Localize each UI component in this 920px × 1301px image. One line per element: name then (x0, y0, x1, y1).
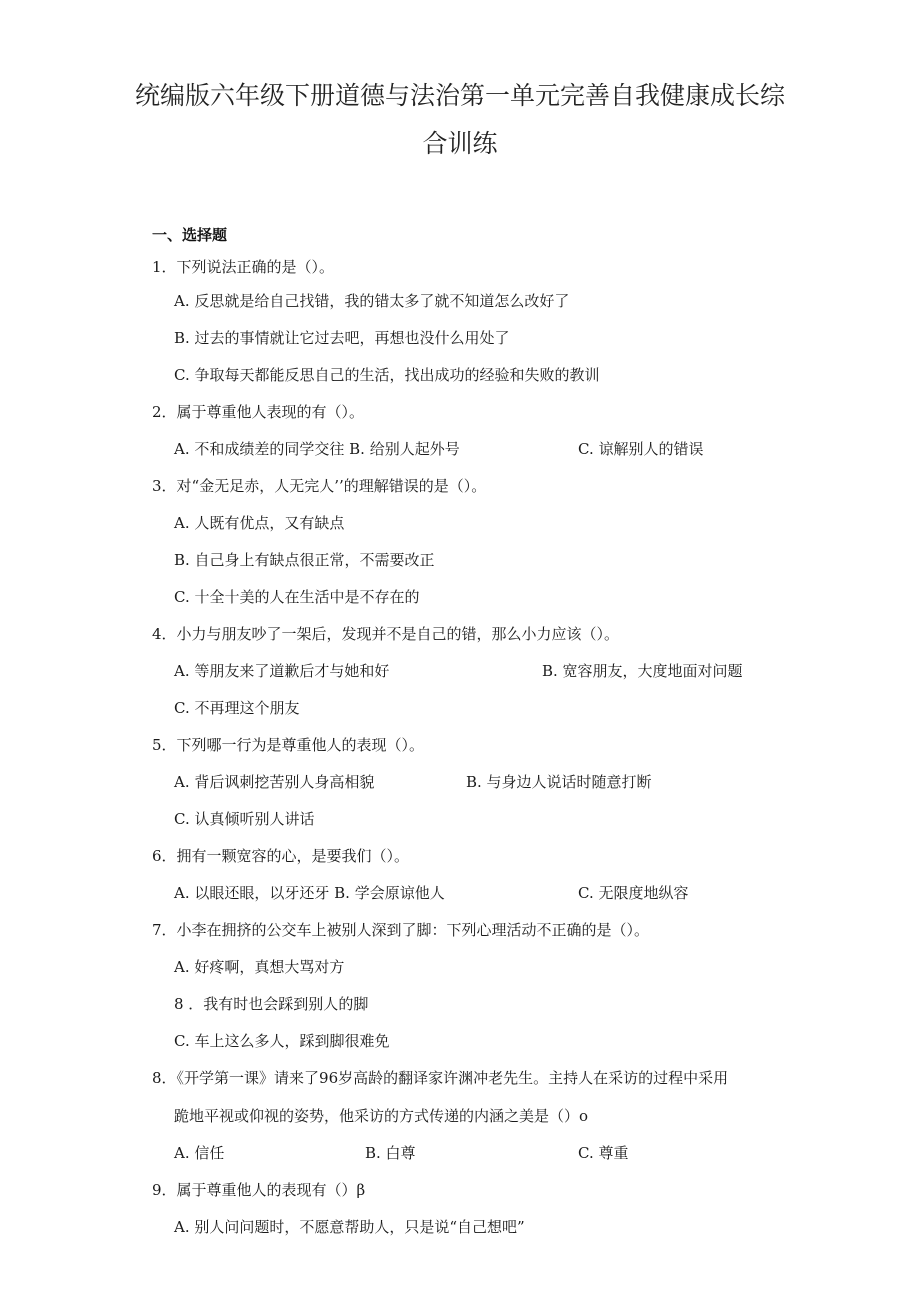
question-9-option-a: A. 别人问问题时，不愿意帮助人，只是说“自己想吧” (174, 1218, 525, 1236)
question-5-option-c: C. 认真倾听别人讲话 (174, 810, 315, 828)
question-3-stem: 3．对“金无足赤，人无完人’’的理解错误的是（）。 (152, 477, 487, 495)
question-8-option-b: B. 白尊 (365, 1144, 416, 1162)
question-4-stem: 4．小力与朋友吵了一架后，发现并不是自己的错，那么小力应该（）。 (152, 625, 620, 643)
question-1-option-b: B. 过去的事情就让它过去吧，再想也没什么用处了 (174, 329, 510, 347)
question-2-option-c: C. 谅解别人的错误 (578, 440, 704, 458)
section-heading: 一、选择题 (152, 226, 228, 244)
question-5-option-b: B. 与身边人说话时随意打断 (466, 773, 652, 791)
document-title-line-2: 合训练 (422, 129, 498, 158)
question-4-option-c: C. 不再理这个朋友 (174, 699, 300, 717)
question-2-option-ab: A. 不和成绩差的同学交往 B. 给别人起外号 (174, 440, 460, 458)
question-4-option-b: B. 宽容朋友，大度地面对问题 (542, 662, 743, 680)
question-5-option-a: A. 背后讽刺挖苦别人身高相貌 (174, 773, 375, 791)
question-4-option-a: A. 等朋友来了道歉后才与她和好 (174, 662, 390, 680)
question-7-option-c: C. 车上这么多人，踩到脚很难免 (174, 1032, 390, 1050)
question-1-option-a: A. 反思就是给自己找错，我的错太多了就不知道怎么改好了 (174, 292, 570, 310)
question-7-option-b: 8 ．我有时也会踩到别人的脚 (174, 995, 369, 1013)
question-7-stem: 7．小李在拥挤的公交车上被别人深到了脚：下列心理活动不正确的是（）。 (152, 921, 650, 939)
question-6-option-ab: A. 以眼还眼，以牙还牙 B. 学会原谅他人 (174, 884, 445, 902)
question-8-option-c: C. 尊重 (578, 1144, 629, 1162)
question-7-option-a: A. 好疼啊，真想大骂对方 (174, 958, 345, 976)
question-3-option-a: A. 人既有优点，又有缺点 (174, 514, 345, 532)
question-1-option-c: C. 争取每天都能反思自己的生活，找出成功的经验和失败的教训 (174, 366, 600, 384)
question-6-option-c: C. 无限度地纵容 (578, 884, 689, 902)
question-3-option-c: C. 十全十美的人在生活中是不存在的 (174, 588, 420, 606)
question-6-stem: 6．拥有一颗宽容的心，是要我们（）。 (152, 847, 410, 865)
question-8-option-a: A. 信任 (174, 1144, 225, 1162)
question-1-stem: 1．下列说法正确的是（）。 (152, 258, 335, 276)
question-2-stem: 2．属于尊重他人表现的有（）。 (152, 403, 365, 421)
question-8-stem: 8．《开学第一课》请来了96岁高龄的翻译家许渊冲老先生。主持人在采访的过程中采用 (152, 1069, 729, 1087)
question-9-stem: 9．属于尊重他人的表现有（）β (152, 1181, 366, 1199)
question-8-stem-continued: 跪地平视或仰视的姿势，他采访的方式传递的内涵之美是（）o (174, 1107, 589, 1125)
document-title-line-1: 统编版六年级下册道德与法治第一单元完善自我健康成长综 (134, 81, 785, 110)
question-3-option-b: B. 自己身上有缺点很正常，不需要改正 (174, 551, 435, 569)
question-5-stem: 5．下列哪一行为是尊重他人的表现（）。 (152, 736, 425, 754)
